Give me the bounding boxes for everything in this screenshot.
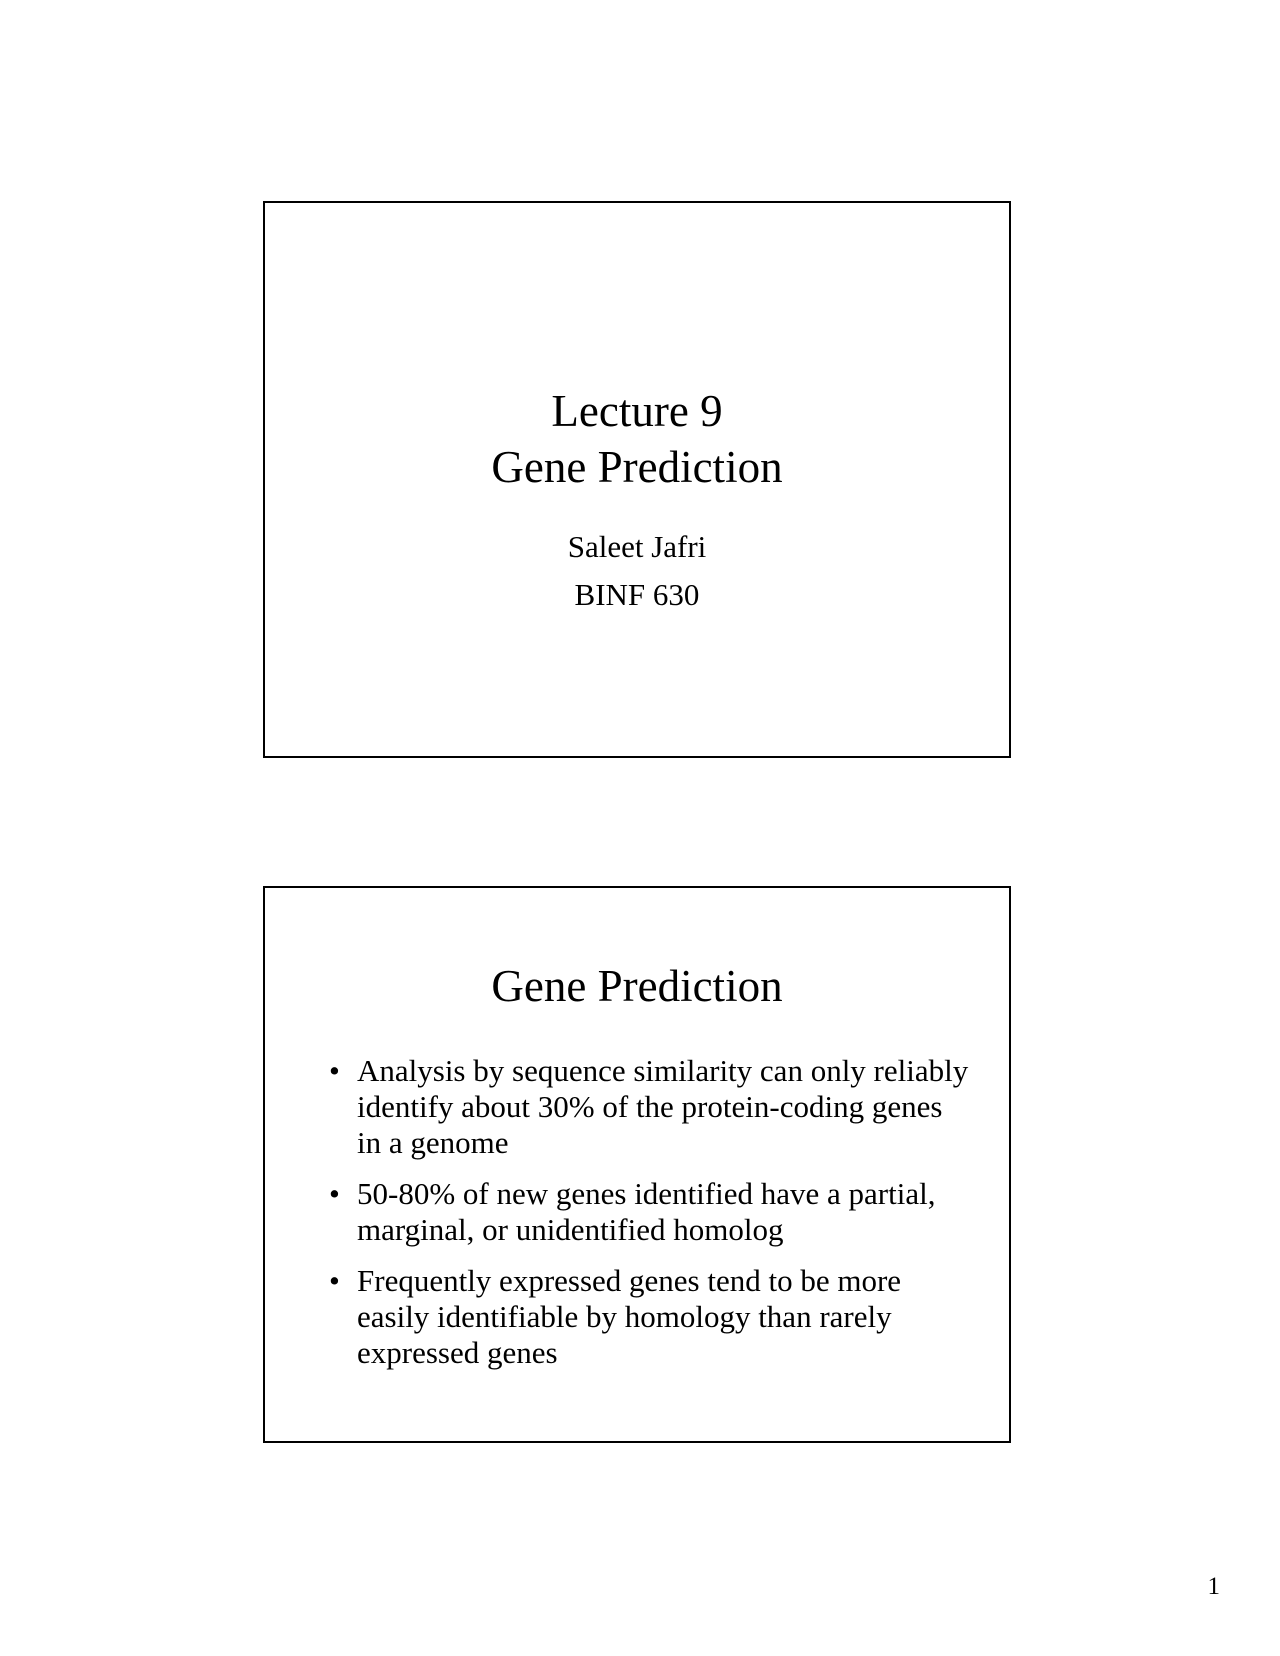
slide-1-author: Saleet Jafri xyxy=(567,529,707,564)
slide-2-bullet-list xyxy=(329,1053,969,1386)
slide-1-course: BINF 630 xyxy=(574,577,700,612)
slide-1-subtitle xyxy=(265,523,1009,619)
bullet-item xyxy=(329,1176,969,1248)
bullet-dot-icon: • xyxy=(329,1053,340,1088)
bullet-text: Analysis by sequence similarity can only reliably identify about 30% of the protein-coding genes in a genome xyxy=(357,1053,969,1160)
slide-1-title-line-1: Lecture 9 xyxy=(551,386,723,436)
slide-1-title-line-2: Gene Prediction xyxy=(491,442,783,492)
page-number: 1 xyxy=(1207,1573,1220,1600)
slide-2-title: Gene Prediction xyxy=(491,961,783,1011)
bullet-item xyxy=(329,1263,969,1371)
bullet-text: Frequently expressed genes tend to be more easily identifiable by homology than rarely expressed genes xyxy=(357,1263,902,1370)
slide-1 xyxy=(263,201,1011,758)
bullet-dot-icon: • xyxy=(329,1263,340,1298)
slide-1-title xyxy=(265,383,1009,495)
bullet-dot-icon: • xyxy=(329,1176,340,1211)
bullet-text: 50-80% of new genes identified have a partial, marginal, or unidentified homolog xyxy=(357,1176,936,1247)
bullet-item xyxy=(329,1053,969,1161)
slide-2 xyxy=(263,886,1011,1443)
